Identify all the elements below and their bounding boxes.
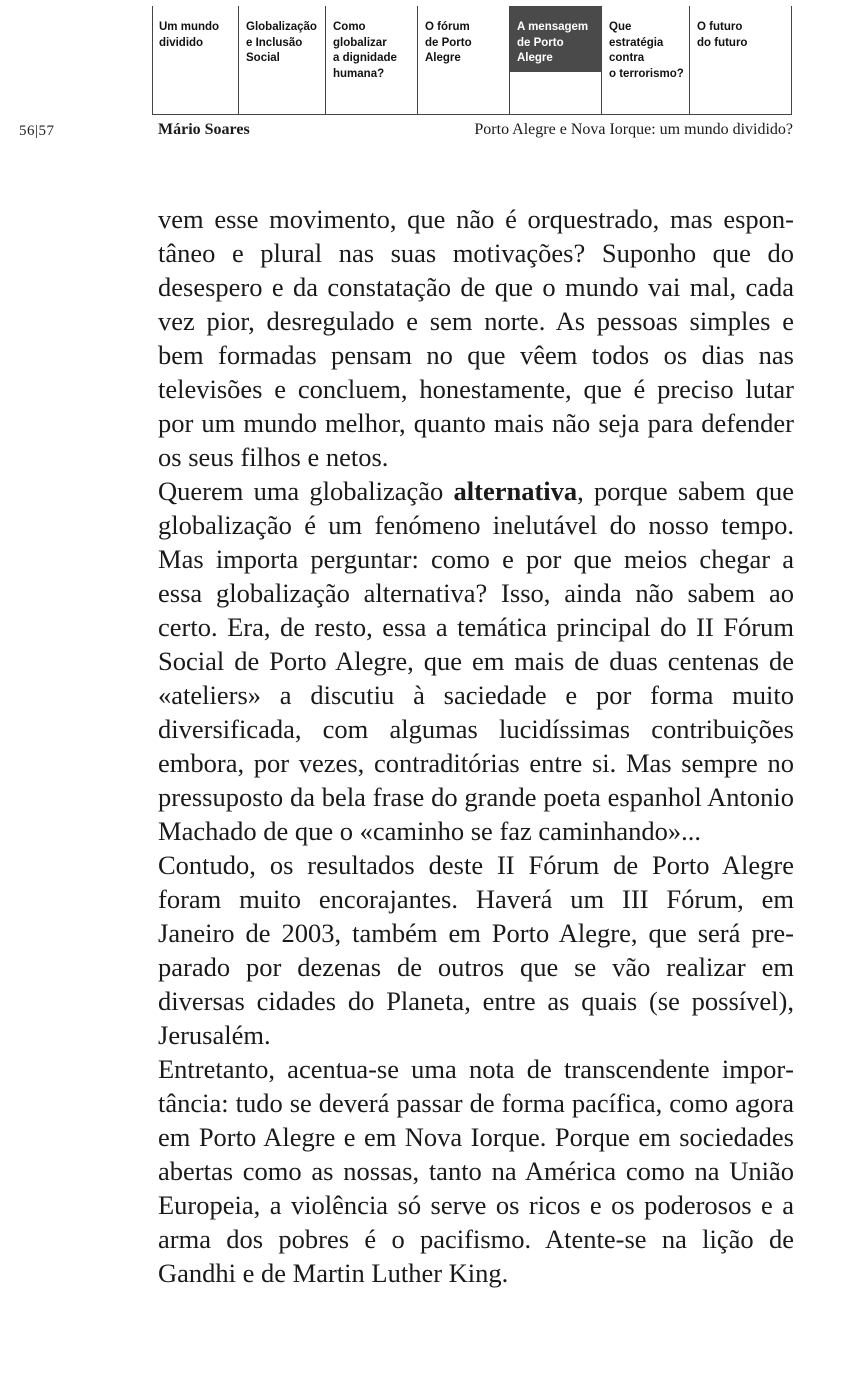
nav-tab-forum-porto-alegre[interactable]: O fórum de Porto Alegre xyxy=(418,6,510,114)
paragraph-1: vem esse movimento, que não é orquestrado, mas espontâneo e plural nas suas motivações? Suponho que do desespero e da constatação de que o mundo vai mal, cada vez pior, desregulado e sem norte. As pessoas simples e bem formadas pensam no que vêem todos os dias nas televisões e concluem, honestamente, que é preciso lutar por um mundo melhor, quanto mais não seja para defender os seus filhos e netos. xyxy=(158,204,794,472)
nav-tab-como-globalizar[interactable]: Como globalizar a dignidade humana? xyxy=(326,6,418,114)
emphasis-alternativa: alternativa xyxy=(453,476,578,506)
paragraph-2-start: Querem uma globalização xyxy=(158,476,454,506)
nav-tab-globalizacao-inclusao[interactable]: Globalização e Inclusão Social xyxy=(239,6,326,114)
chapter-nav xyxy=(152,6,792,115)
running-title: Porto Alegre e Nova Iorque: um mundo dividido? xyxy=(474,121,793,138)
nav-tab-mensagem-porto-alegre[interactable]: A mensagem de Porto Alegre xyxy=(510,6,602,114)
author-name: Mário Soares xyxy=(158,121,250,138)
paragraph-3: Contudo, os resultados deste II Fórum de Porto Alegre foram muito encorajantes. Haverá um III Fórum, em Janeiro de 2003, também em Porto Alegre, que será preparado por dezenas de outros que se vão realizar em diversas cidades do Planeta, entre as quais (se possível), Jerusalém. xyxy=(158,850,794,1050)
paragraph-2 xyxy=(158,474,794,848)
nav-tab-futuro-do-futuro[interactable]: O futuro do futuro xyxy=(690,6,792,114)
paragraph-2-rest: , porque sabem que globalização é um fenómeno inelutável do nosso tempo. Mas importa perguntar: como e por que meios chegar a essa globalização alternativa? Isso, ainda não sabem ao certo. Era, de resto, essa a temática principal do II Fórum Social de Porto Alegre, que em mais de duas centenas de «ateliers» a discutiu à saciedade e por forma muito diversificada, com algumas lucidíssimas contribuições embora, por vezes, contraditórias entre si. Mas sempre no pressuposto da bela frase do grande poeta espanhol Antonio Machado de que o «caminho se faz caminhando»... xyxy=(158,476,794,846)
nav-tab-estrategia-terrorismo[interactable]: Que estratégia contra o terrorismo? xyxy=(602,6,690,114)
page-folio: 56|57 xyxy=(19,123,55,139)
body-text xyxy=(158,202,794,1290)
nav-tab-um-mundo-dividido[interactable]: Um mundo dividido xyxy=(152,6,239,114)
paragraph-4: Entretanto, acentua-se uma nota de transcendente importância: tudo se deverá passar de forma pacífica, como agora em Porto Alegre e em Nova Iorque. Porque em sociedades abertas como as nossas, tanto na América como na União Europeia, a violência só serve os ricos e os poderosos e a arma dos pobres é o pacifismo. Atente-se na lição de Gandhi e de Martin Luther King. xyxy=(158,1054,794,1288)
